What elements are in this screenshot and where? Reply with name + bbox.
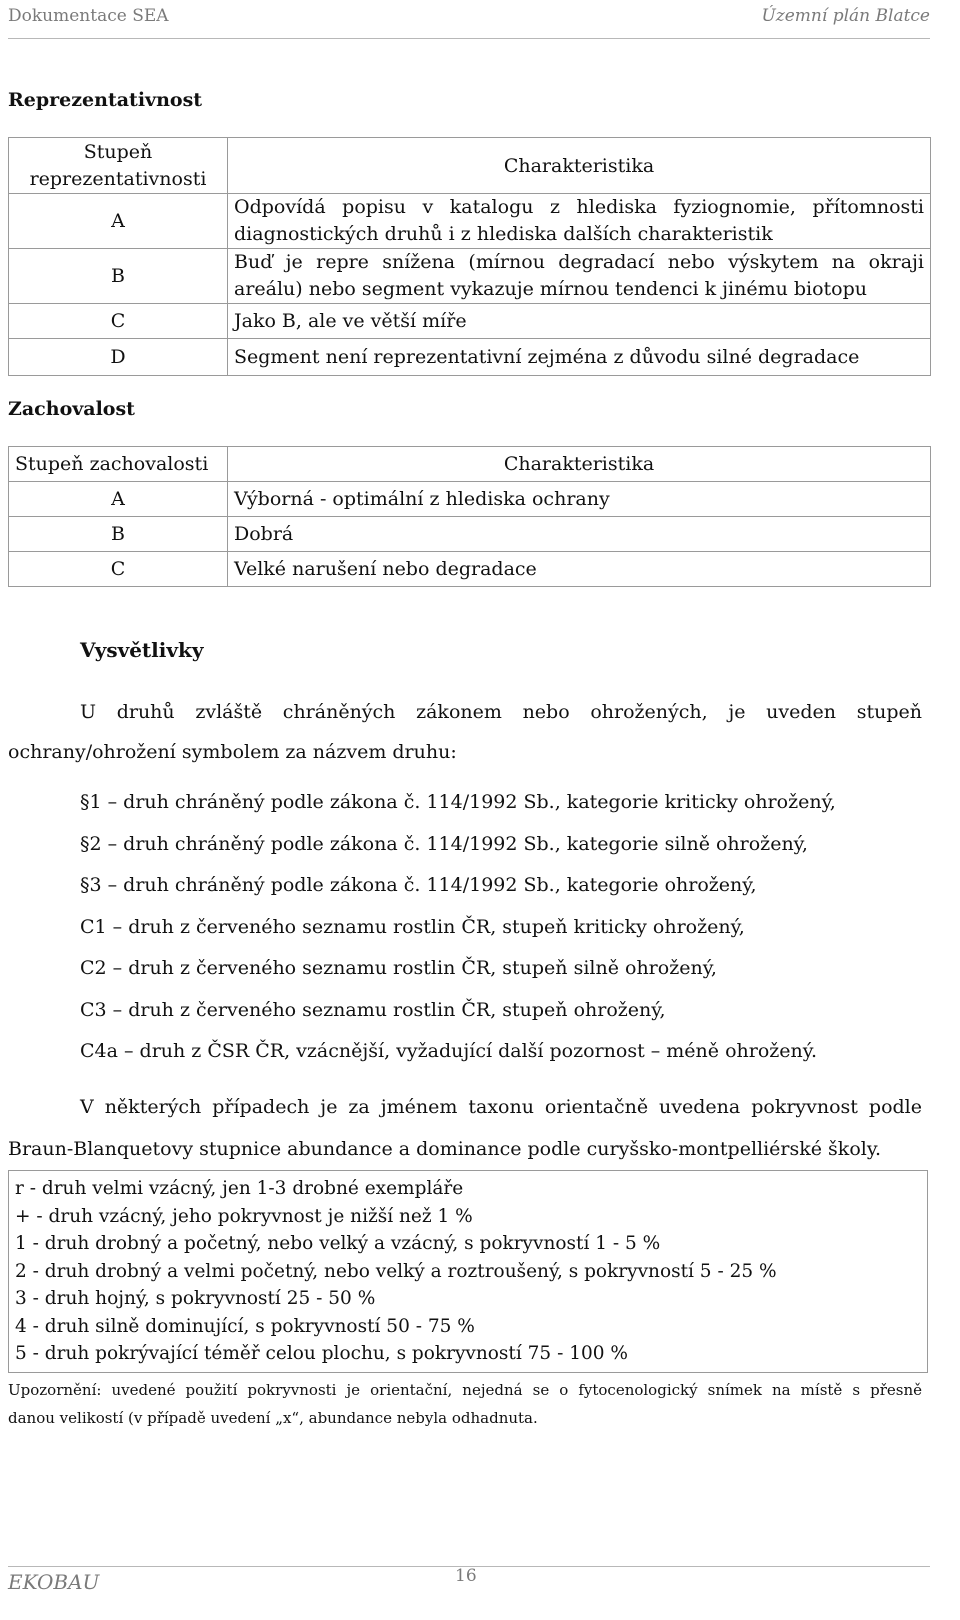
- list-item: 3 - druh hojný, s pokryvností 25 - 50 %: [15, 1288, 376, 1309]
- table-header-row: [9, 447, 931, 482]
- characteristic-line: areálu) nebo segment vykazuje mírnou tendenci k jinému biotopu: [234, 278, 868, 300]
- grade-cell: D: [9, 339, 228, 376]
- list-item: C4a – druh z ČSR ČR, vzácnější, vyžadující další pozornost – méně ohrožený.: [80, 1040, 818, 1062]
- footer-company: EKOBAU: [8, 1570, 100, 1594]
- header-document-name: Dokumentace SEA: [8, 6, 169, 26]
- characteristic-line: Buď je repre snížena (mírnou degradací nebo výskytem na okraji: [234, 251, 924, 273]
- list-item: §1 – druh chráněný podle zákona č. 114/1992 Sb., kategorie kriticky ohrožený,: [80, 791, 836, 813]
- list-item: C3 – druh z červeného seznamu rostlin ČR, stupeň ohrožený,: [80, 998, 666, 1021]
- list-item: r - druh velmi vzácný, jen 1-3 drobné exempláře: [15, 1178, 464, 1199]
- characteristic-column-header: Charakteristika: [228, 447, 931, 482]
- characteristic-line: Odpovídá popisu v katalogu z hlediska fyziognomie, přítomnosti: [234, 196, 924, 218]
- characteristic-line: diagnostických druhů i z hlediska dalších charakteristik: [234, 223, 773, 245]
- representativeness-title: Reprezentativnost: [8, 89, 203, 111]
- coverage-paragraph: [8, 1086, 922, 1170]
- grade-cell: B: [9, 249, 228, 304]
- grade-cell: B: [9, 517, 228, 552]
- table-row: [9, 482, 931, 517]
- page-number: 16: [455, 1566, 477, 1586]
- table-row: [9, 304, 931, 339]
- list-item: §3 – druh chráněný podle zákona č. 114/1992 Sb., kategorie ohrožený,: [80, 874, 757, 896]
- intro-line: ochrany/ohrožení symbolem za názvem druhu:: [8, 741, 457, 763]
- grade-cell: C: [9, 552, 228, 587]
- list-item: 4 - druh silně dominující, s pokryvností 50 - 75 %: [15, 1315, 475, 1337]
- abundance-scale-box: [8, 1170, 928, 1373]
- characteristic-cell: Segment není reprezentativní zejména z důvodu silné degradace: [228, 339, 931, 376]
- coverage-line: V některých případech je za jménem taxonu orientačně uvedena pokryvnost podle: [80, 1096, 922, 1118]
- list-item: + - druh vzácný, jeho pokryvnost je nižší než 1 %: [15, 1205, 473, 1227]
- list-item: 5 - druh pokrývající téměř celou plochu, s pokryvností 75 - 100 %: [15, 1343, 628, 1364]
- note-line: danou velikostí (v případě uvedení „x“, abundance nebyla odhadnuta.: [8, 1409, 538, 1427]
- list-item: C1 – druh z červeného seznamu rostlin ČR, stupeň kriticky ohrožený,: [80, 915, 745, 938]
- grade-cell: A: [9, 482, 228, 517]
- header-project-name: Územní plán Blatce: [761, 6, 930, 26]
- grade-column-header: Stupeň zachovalosti: [9, 447, 228, 482]
- conservation-table: [8, 446, 931, 587]
- protection-category-list: [80, 782, 836, 1073]
- coverage-note: [8, 1376, 922, 1432]
- characteristic-column-header: Charakteristika: [228, 138, 931, 194]
- list-item: 1 - druh drobný a početný, nebo velký a vzácný, s pokryvností 1 - 5 %: [15, 1233, 661, 1254]
- intro-line: U druhů zvláště chráněných zákonem nebo ohrožených, je uveden stupeň: [80, 701, 922, 723]
- characteristic-cell: Dobrá: [228, 517, 931, 552]
- page-header: [8, 0, 930, 39]
- table-row: [9, 194, 931, 249]
- explanations-intro: [8, 692, 922, 772]
- characteristic-cell: Velké narušení nebo degradace: [228, 552, 931, 587]
- table-row: [9, 249, 931, 304]
- characteristic-cell: Výborná - optimální z hlediska ochrany: [228, 482, 931, 517]
- list-item: C2 – druh z červeného seznamu rostlin ČR, stupeň silně ohrožený,: [80, 957, 717, 979]
- characteristic-cell: [228, 194, 931, 249]
- table-row: [9, 517, 931, 552]
- list-item: §2 – druh chráněný podle zákona č. 114/1992 Sb., kategorie silně ohrožený,: [80, 832, 808, 855]
- coverage-line: Braun-Blanquetovy stupnice abundance a dominance podle curyšsko-montpelliérské školy.: [8, 1138, 882, 1160]
- table-header-row: [9, 138, 931, 194]
- note-line: Upozornění: uvedené použití pokryvnosti je orientační, nejedná se o fytocenologický snímek na místě s přesně: [8, 1381, 922, 1399]
- table-row: [9, 552, 931, 587]
- characteristic-cell: [228, 249, 931, 304]
- grade-column-header: Stupeň reprezentativnosti: [9, 138, 228, 194]
- explanations-title: Vysvětlivky: [80, 638, 204, 662]
- characteristic-cell: Jako B, ale ve větší míře: [228, 304, 931, 339]
- grade-cell: A: [9, 194, 228, 249]
- grade-cell: C: [9, 304, 228, 339]
- representativeness-table: [8, 137, 931, 376]
- list-item: 2 - druh drobný a velmi početný, nebo velký a roztroušený, s pokryvností 5 - 25 %: [15, 1260, 777, 1282]
- table-row: [9, 339, 931, 376]
- conservation-title: Zachovalost: [8, 398, 135, 420]
